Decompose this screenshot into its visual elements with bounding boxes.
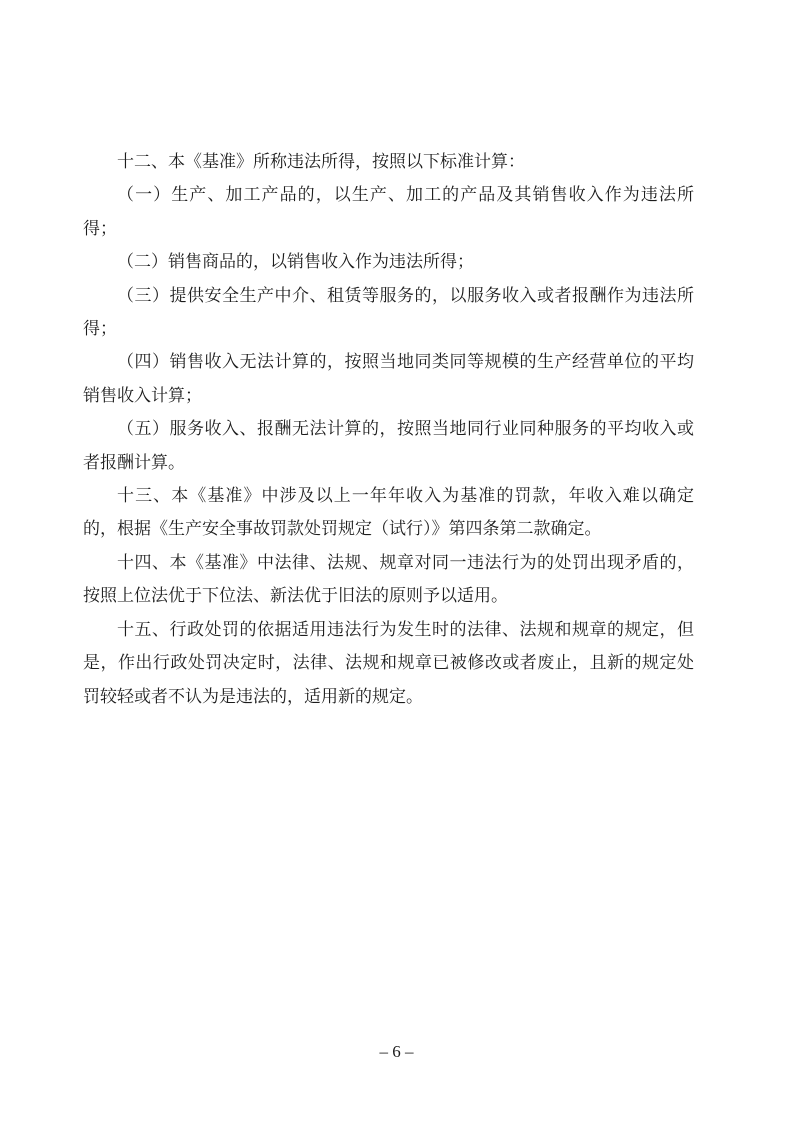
- page-number: – 6 –: [379, 1042, 414, 1061]
- paragraph-15: 十五、行政处罚的依据适用违法行为发生时的法律、法规和规章的规定，但是，作出行政处罚决定时，法律、法规和规章已被修改或者废止，且新的规定处罚较轻或者不认为是违法的，适用新的规定。: [83, 619, 694, 706]
- paragraph-12: 十二、本《基准》所称违法所得，按照以下标准计算：: [117, 152, 525, 171]
- paragraph-12-item-1: （一）生产、加工产品的，以生产、加工的产品及其销售收入作为违法所得；: [83, 185, 694, 238]
- paragraph-12-item-3: （三）提供安全生产中介、租赁等服务的，以服务收入或者报酬作为违法所得；: [83, 285, 694, 339]
- paragraph-14: 十四、本《基准》中法律、法规、规章对同一违法行为的处罚出现矛盾的，按照上位法优于下位法、新法优于旧法的原则予以适用。: [83, 552, 694, 606]
- paragraph-13: 十三、本《基准》中涉及以上一年年收入为基准的罚款，年收入难以确定的，根据《生产安全事故罚款处罚规定（试行）》第四条第二款确定。: [83, 486, 694, 539]
- document-body: [83, 145, 694, 713]
- paragraph-12-item-5: （五）服务收入、报酬无法计算的，按照当地同行业同种服务的平均收入或者报酬计算。: [83, 419, 694, 472]
- paragraph-12-item-2: （二）销售商品的，以销售收入作为违法所得；: [117, 252, 474, 272]
- paragraph-12-item-4: （四）销售收入无法计算的，按照当地同类同等规模的生产经营单位的平均销售收入计算；: [83, 352, 694, 405]
